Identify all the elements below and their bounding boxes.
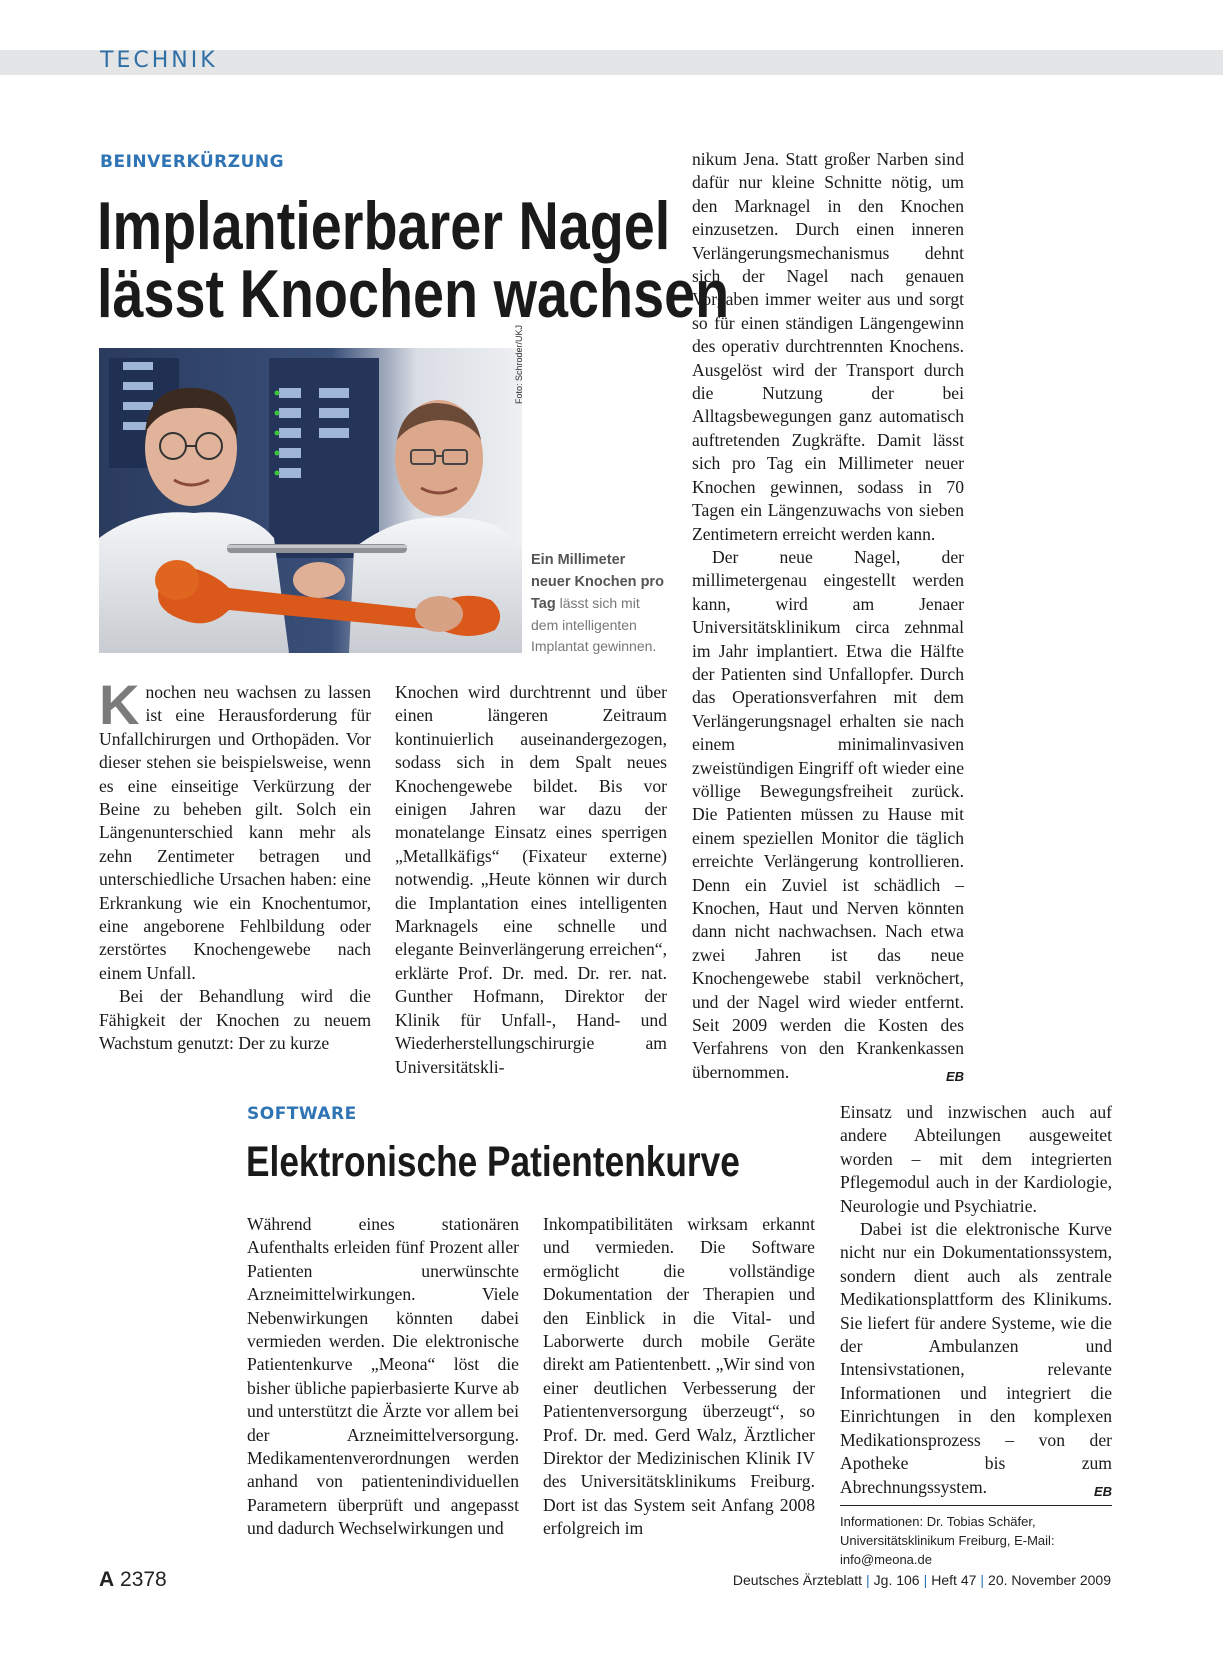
article1-column-3 (692, 148, 964, 1088)
article1-column-1 (99, 673, 371, 1056)
article1-kicker: BEINVERKÜRZUNG (100, 152, 285, 172)
caption-bold: Ein Millimeter neuer Knochen pro Tag (531, 552, 664, 612)
article2-column-3 (840, 1101, 1112, 1503)
article1-signature: EB (945, 1068, 964, 1084)
footer-date: 20. November 2009 (988, 1572, 1111, 1588)
article1-col2-text: Knochen wird durchtrennt und über einen längeren Zeitraum kontinuierlich auseinandergezogen, sodass sich in dem Spalt neues Knochengewebe bildet. Bis vor einigen Jahren war dazu der monatelange Einsatz eines sperrigen „Metallkäfigs“ (Fixateur externe) notwendig. „Heute können wir durch die Implantation eines intelligenten Marknagels eine schnelle und elegante Beinverlängerung erreichen“, erklärte Prof. Dr. med. Dr. rer. nat. Gunther Hofmann, Direktor der Klinik für Unfall-, Hand- und Wiederherstellungschirurgie am Universitätskli- (395, 682, 667, 1077)
article2-kicker: SOFTWARE (247, 1104, 357, 1124)
article1-col1-para2: Bei der Behandlung wird die Fähigkeit der Knochen zu neuem Wachstum genutzt: Der zu kurze (99, 986, 371, 1054)
article2-title: Elektronische Patientenkurve (246, 1138, 740, 1186)
info-box: Informationen: Dr. Tobias Schäfer, Universitätsklinikum Freiburg, E-Mail: info@meona.de (840, 1505, 1112, 1569)
photo-doctors-with-implant (99, 348, 522, 653)
page-number (99, 1568, 167, 1592)
photo-credit: Foto: Schroder/UKJ (514, 324, 524, 404)
article2-column-1 (247, 1213, 519, 1541)
drop-cap: K (99, 673, 140, 736)
article1-column-2 (395, 681, 667, 1079)
article-photo (99, 348, 522, 653)
section-label: TECHNIK (100, 48, 218, 73)
footer-volume: Jg. 106 (873, 1572, 920, 1588)
article2-col2-text: Inkompatibilitäten wirksam erkannt und vermieden. Die Software ermöglicht die vollständige Dokumentation der Therapien und den Einblick in die Vital- und Laborwerte durch mobile Geräte direkt am Patientenbett. „Wir sind von einer deutlichen Verbesserung der Patientenversorgung überzeugt“, so Prof. Dr. med. Gerd Walz, Ärztlicher Direktor der Medizinischen Klinik IV des Universitätsklinikums Freiburg. Dort ist das System seit Anfang 2008 erfolgreich im (543, 1214, 815, 1539)
footer-separator: | (980, 1572, 985, 1588)
footer-journal: Deutsches Ärzteblatt (732, 1572, 863, 1588)
article1-col3-para2: Der neue Nagel, der millimetergenau eingestellt werden kann, wird am Jenaer Universitätsklinikum circa zehnmal im Jahr implantiert. Etwa die Hälfte der Patienten sind Unfallopfer. Durch das Operationsverfahren mit dem Verlängerungsnagel erhalten sie nach einem minimalinvasiven zweistündigen Eingriff oft wieder eine völlige Bewegungsfreiheit zurück. Die Patienten müssen zu Hause mit einem speziellen Monitor die täglich erreichte Verlängerung kontrollieren. Denn ein Zuviel ist schädlich – Knochen, Haut und Nerven könnten dann nicht nachwachsen. Nach etwa zwei Jahren ist das neue Knochengewebe stabil verknöchert, und der Nagel wird wieder entfernt. Seit 2009 werden die Kosten des Verfahrens von den Krankenkassen übernommen. (692, 546, 964, 1082)
article2-signature: EB (1093, 1483, 1112, 1499)
page-prefix: A (99, 1568, 115, 1591)
article1-col1-para1: nochen neu wachsen zu lassen ist eine Herausforderung für Unfallchirurgen und Orthopäden. Vor dieser stehen sie beispielsweise, wenn es eine einseitige Verkürzung der Beine zu beheben gilt. Solch ein Längenunterschied kann mehr als zehn Zentimeter betragen und unterschiedliche Ursachen haben: eine Erkrankung wie ein Knochentumor, eine angeborene Fehlbildung oder zerstörtes Knochengewebe nach einem Unfall. (99, 682, 371, 983)
footer-separator: | (866, 1572, 870, 1588)
page-number-value: 2378 (120, 1568, 167, 1591)
article1-title-line2: lässt Knochen wachsen (97, 256, 730, 332)
footer-separator: | (923, 1572, 928, 1588)
photo-caption (531, 549, 666, 657)
footer-journal-info (733, 1572, 1111, 1588)
caption-text: lässt sich mit dem intelligenten Implantat gewinnen. (531, 595, 657, 654)
article1-title-line1: Implantierbarer Nagel (97, 188, 671, 264)
footer-issue: Heft 47 (931, 1572, 977, 1588)
article2-col3-para2: Dabei ist die elektronische Kurve nicht nur ein Dokumentationssystem, sondern dient auch als zentrale Medikationsplattform des Klinikums. Sie liefert für andere Systeme, wie die der Ambulanzen und Intensivstationen, relevante Informationen und integriert die Einrichtungen in den komplexen Medikationsprozess – von der Apotheke bis zum Abrechnungssystem. (840, 1219, 1112, 1497)
article2-column-2 (543, 1213, 815, 1541)
article2-col3-para1: Einsatz und inzwischen auch auf andere Abteilungen ausgeweitet worden – mit dem integrierten Pflegemodul auch in der Kardiologie, Neurologie und Psychiatrie. (840, 1102, 1112, 1216)
article2-col1-text: Während eines stationären Aufenthalts erleiden fünf Prozent aller Patienten unerwünschte Arzneimittelwirkungen. Viele Nebenwirkungen könnten dabei vermieden werden. Die elektronische Patientenkurve „Meona“ löst die bisher übliche papierbasierte Kurve ab und unterstützt die Ärzte vor allem bei der Arzneimittelversorgung. Medikamentenverordnungen werden anhand von patientenindividuellen Parametern überprüft und angepasst und dadurch Wechselwirkungen und (247, 1214, 519, 1539)
article1-col3-para1: nikum Jena. Statt großer Narben sind dafür nur kleine Schnitte nötig, um den Marknagel in den Knochen einzusetzen. Durch einen inneren Verlängerungsmechanismus dehnt sich der Nagel nach genauen Vorgaben immer weiter aus und sorgt so für einen ständigen Längengewinn des operativ durchtrennten Knochens. Ausgelöst wird der Transport durch die Nutzung der bei Alltagsbewegungen ganz automatisch auftretenden Zugkräfte. Damit lässt sich pro Tag ein Millimeter neuer Knochen gewinnen, sodass in 70 Tagen ein Längenzuwachs von sieben Zentimetern erreicht werden kann. (692, 149, 964, 544)
